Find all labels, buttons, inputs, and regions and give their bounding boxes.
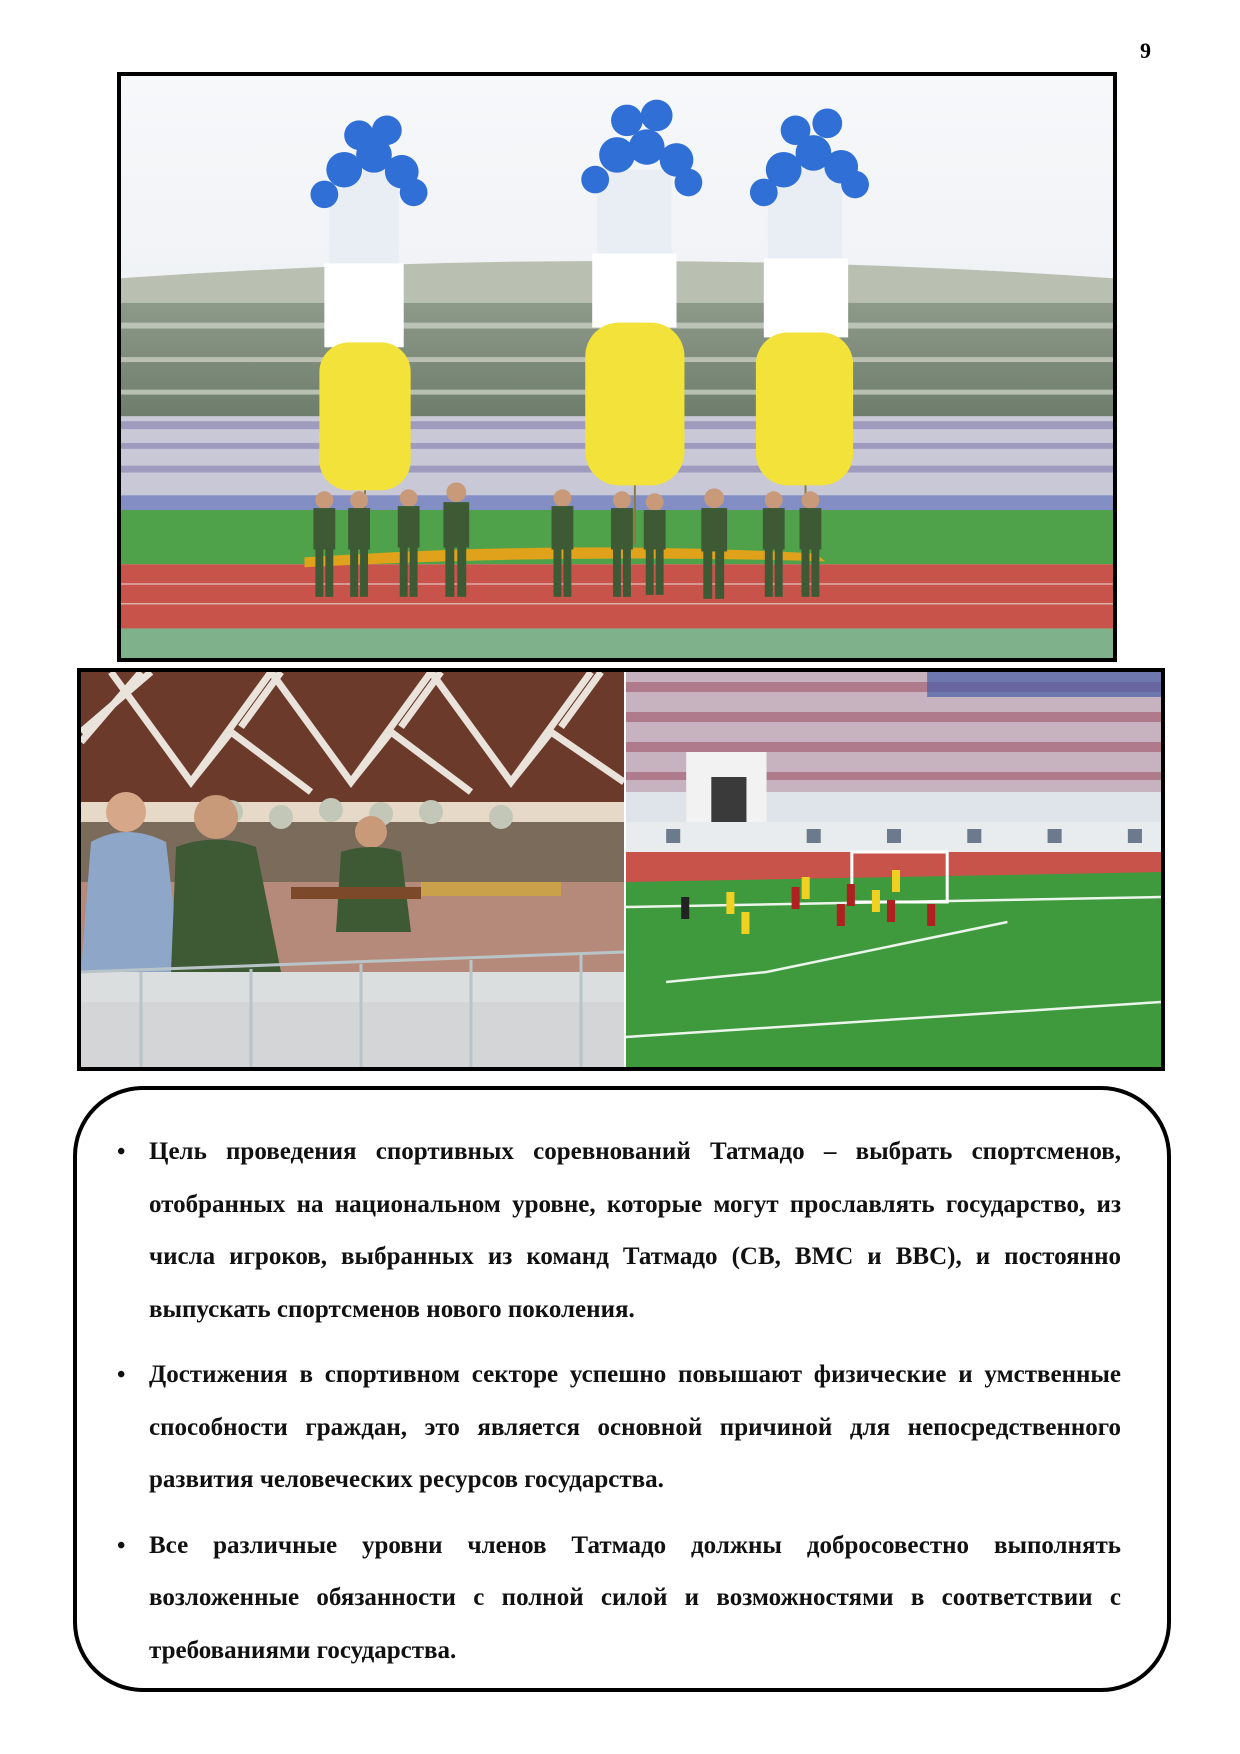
bullet-text: Достижения в спортивном секторе успешно повышают физические и умственные способности граждан, это является основной причиной для непосредственного развития человеческих ресурсов государства. (149, 1361, 1121, 1493)
ceremony-photo (117, 72, 1117, 662)
bullet-item (35, 1520, 1121, 1678)
bullet-dot-icon: • (117, 1532, 126, 1559)
text-box (73, 1086, 1171, 1692)
photo-pair (77, 668, 1165, 1071)
bullet-item (35, 1126, 1121, 1336)
bullet-item (35, 1349, 1121, 1507)
stadium-ceremony-illustration (121, 76, 1113, 658)
bullet-text: Все различные уровни членов Татмадо должны добросовестно выполнять возложенные обязанности с полной силой и возможностями в соответствии с требованиями государства. (149, 1531, 1121, 1664)
bullet-list (105, 1126, 1121, 1677)
bullet-dot-icon: • (117, 1362, 126, 1388)
vip-stand-photo (81, 672, 626, 1067)
football-match-photo (626, 672, 1161, 1067)
bullet-text: Цель проведения спортивных соревнований Татмадо – выбрать спортсменов, отобранных на национальном уровне, которые могут прославлять государство, из числа игроков, выбранных из команд Татмадо (СВ, ВМС и ВВС), и постоянно выпускать спортсменов нового поколения. (149, 1138, 1121, 1323)
page-number: 9 (1140, 38, 1151, 63)
bullet-dot-icon: • (117, 1139, 126, 1165)
